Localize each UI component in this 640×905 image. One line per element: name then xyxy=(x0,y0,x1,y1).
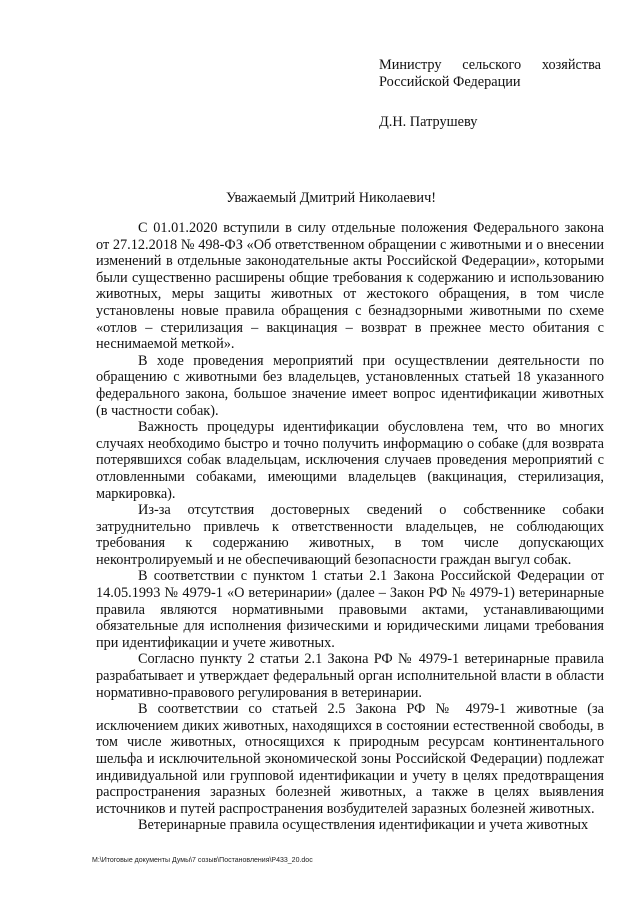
paragraph: Из-за отсутствия достоверных сведений о собственнике собаки затруднительно привлечь к ответственности владельцев, не соблюдающих требования к содержанию животных, в том числе допускающих неконтролируемый и не обеспечивающий безопасности граждан выгул собак. xyxy=(96,502,604,568)
paragraph: В соответствии со статьей 2.5 Закона РФ № 4979-1 животные (за исключением диких животных, находящихся в состоянии естественной свободы, в том числе животных, относящихся к природным ресурсам континентального шельфа и исключительной экономической зоны Российской Федерации) подлежат индивидуальной или групповой идентификации и учету в целях предотвращения распространения заразных болезней животных, а также в целях выявления источников и путей распространения возбудителей заразных болезней животных. xyxy=(96,701,604,817)
paragraph: С 01.01.2020 вступили в силу отдельные положения Федерального закона от 27.12.2018 № 498-ФЗ «Об ответственном обращении с животными и о внесении изменений в отдельные законодательные акты Российской Федерации», которыми были существенно расширены общие требования к содержанию и использованию животных, меры защиты животных от жестокого обращения, в том числе установлены новые правила обращения с безнадзорными животными по схеме «отлов – стерилизация – вакцинация – возврат в прежнее место обитания с неснимаемой меткой». xyxy=(96,220,604,353)
paragraph: Важность процедуры идентификации обусловлена тем, что во многих случаях необходимо быстро и точно получить информацию о собаке (для возврата потерявшихся собак владельцам, исключения случаев проведения мероприятий с отловленными собаками, имеющими владельцев (вакцинация, стерилизация, маркировка). xyxy=(96,419,604,502)
salutation: Уважаемый Дмитрий Николаевич! xyxy=(225,190,437,206)
letter-body xyxy=(96,220,604,834)
addressee-block xyxy=(379,57,601,131)
addressee-name: Д.Н. Патрушеву xyxy=(379,114,478,131)
paragraph: Согласно пункту 2 статьи 2.1 Закона РФ № 4979-1 ветеринарные правила разрабатывает и утверждает федеральный орган исполнительной власти в области нормативно-правового регулирования в ветеринарии. xyxy=(96,651,604,701)
paragraph: В соответствии с пунктом 1 статьи 2.1 Закона Российской Федерации от 14.05.1993 № 4979-1 «О ветеринарии» (далее – Закон РФ № 4979-1) ветеринарные правила являются нормативными правовыми актами, устанавливающими обязательные для исполнения физическими и юридическими лицами требования при идентификации и учете животных. xyxy=(96,568,604,651)
paragraph: Ветеринарные правила осуществления идентификации и учета животных xyxy=(138,817,589,834)
addressee-title-line-1: Министру сельского хозяйства xyxy=(379,57,601,73)
file-path-footer: M:\Итоговые документы Думы\7 созыв\Постановления\P433_20.doc xyxy=(92,857,313,864)
paragraph: В ходе проведения мероприятий при осуществлении деятельности по обращению с животными без владельцев, установленных статьей 18 указанного федерального закона, большое значение имеет вопрос идентификации животных (в частности собак). xyxy=(96,352,604,419)
addressee-title-line-2: Российской Федерации xyxy=(379,73,521,90)
